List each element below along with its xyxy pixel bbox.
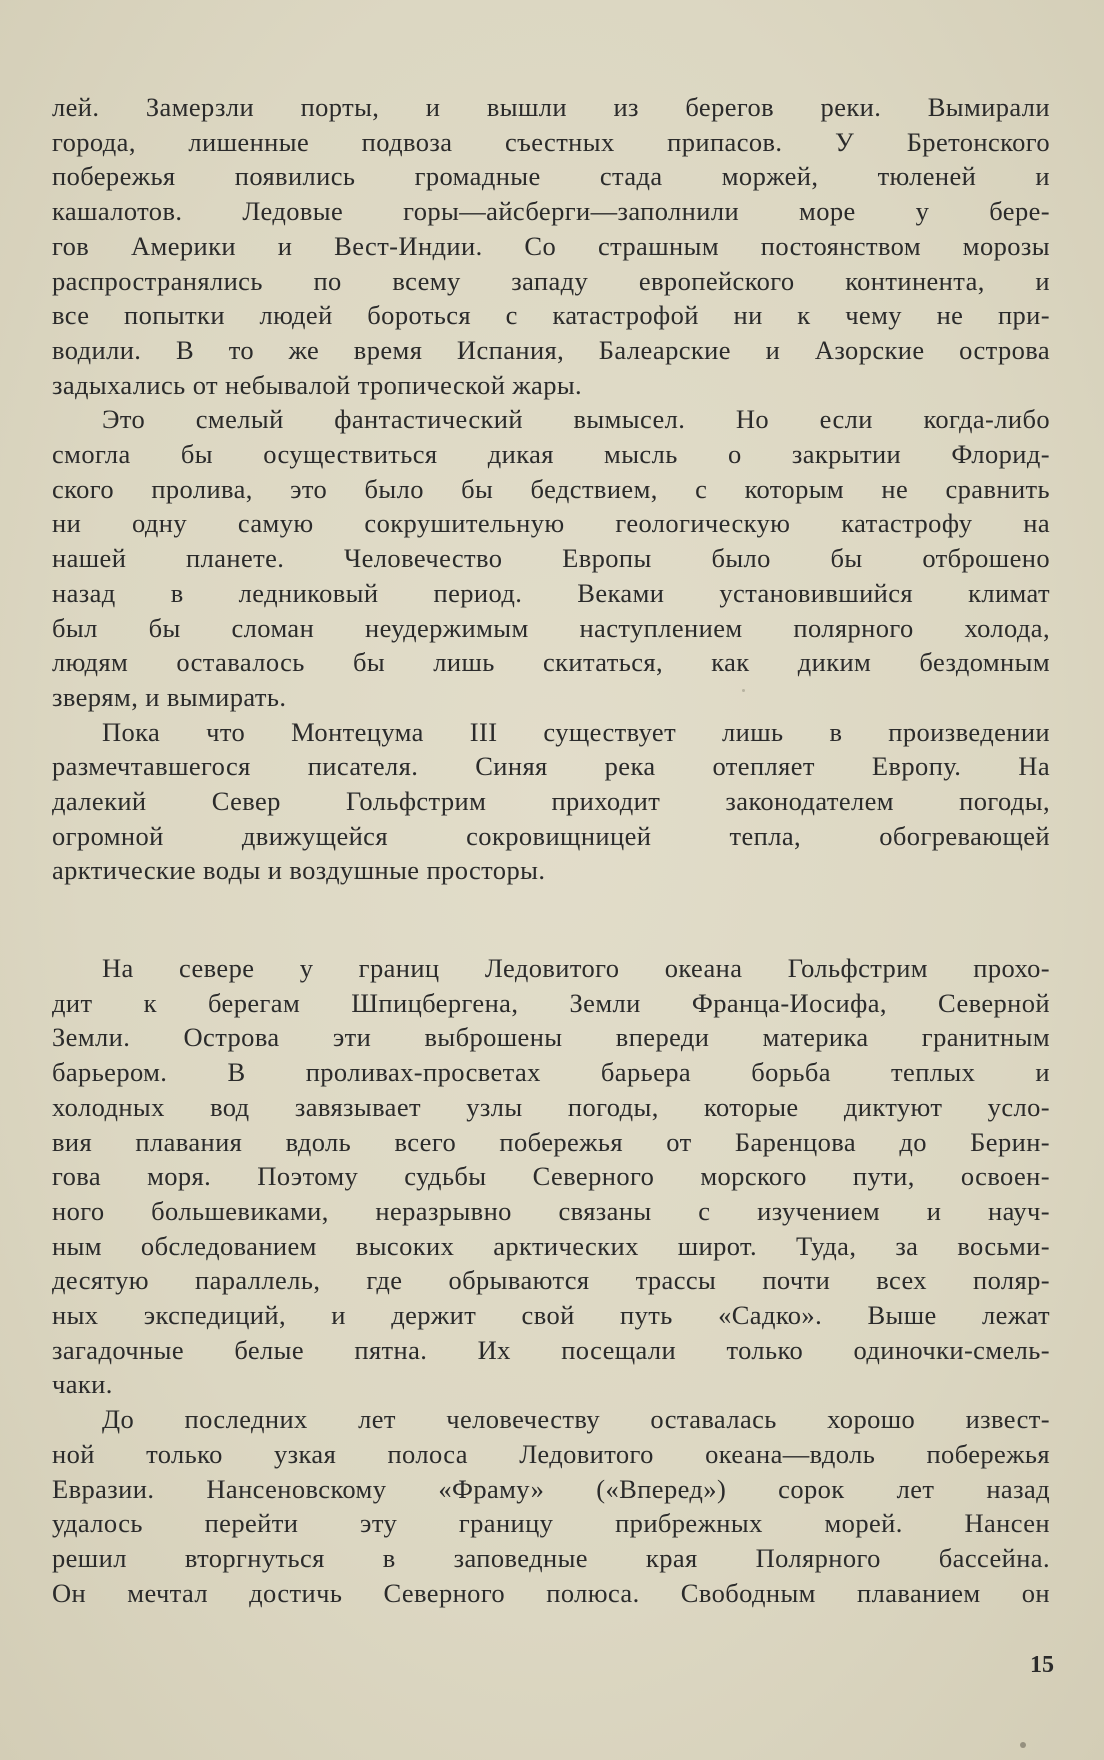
text-line: решил вторгнуться в заповедные края Полярного бассейна.	[52, 1542, 1050, 1573]
text-line: На севере у границ Ледовитого океана Гольфстрим прохо-	[102, 953, 1050, 983]
text-line: Он мечтал достичь Северного полюса. Свободным плаванием он	[52, 1577, 1050, 1608]
text-line: все попытки людей бороться с катастрофой ни к чему не при-	[52, 300, 1050, 331]
text-line: вия плавания вдоль всего побережья от Баренцова до Берин-	[52, 1126, 1050, 1157]
page-number: 15	[1030, 1652, 1054, 1678]
text-line: зверям, и вымирать.	[52, 681, 287, 712]
text-line: был бы сломан неудержимым наступлением полярного холода,	[52, 612, 1050, 643]
text-line: дит к берегам Шпицбергена, Земли Франца-Иосифа, Северной	[52, 987, 1050, 1018]
text-section-2	[52, 951, 1050, 1610]
text-line: Земли. Острова эти выброшены впереди материка гранитным	[52, 1022, 1050, 1053]
text-line: огромной движущейся сокровищницей тепла, обогревающей	[52, 820, 1050, 851]
text-line: ского пролива, это было бы бедствием, с которым не сравнить	[52, 473, 1050, 504]
text-line: далекий Север Гольфстрим приходит законодателем погоды,	[52, 786, 1050, 817]
text-line: побережья появились громадные стада моржей, тюленей и	[52, 161, 1050, 192]
text-line: гова моря. Поэтому судьбы Северного морского пути, освоен-	[52, 1161, 1050, 1192]
text-section-1	[52, 90, 1050, 888]
text-line: До последних лет человечеству оставалась хорошо извест-	[102, 1404, 1050, 1435]
text-line: Это смелый фантастический вымысел. Но если когда-либо	[102, 404, 1050, 435]
text-line: распространялись по всему западу европейского континента, и	[52, 265, 1050, 296]
text-line: назад в ледниковый период. Веками установившийся климат	[52, 577, 1050, 608]
text-line: нашей планете. Человечество Европы было бы отброшено	[52, 543, 1050, 574]
text-line: чаки.	[52, 1369, 113, 1400]
paper-speck	[1020, 1742, 1026, 1748]
text-line: ной только узкая полоса Ледовитого океана—вдоль побережья	[52, 1438, 1050, 1469]
paper-speck	[742, 689, 745, 692]
text-line: удалось перейти эту границу прибрежных морей. Нансен	[52, 1508, 1050, 1539]
text-line: ни одну самую сокрушительную геологическую катастрофу на	[52, 508, 1050, 539]
text-line: города, лишенные подвоза съестных припасов. У Бретонского	[52, 126, 1050, 157]
text-line: холодных вод завязывает узлы погоды, которые диктуют усло-	[52, 1091, 1050, 1122]
text-line: лей. Замерзли порты, и вышли из берегов реки. Вымирали	[52, 92, 1050, 122]
text-line: гов Америки и Вест-Индии. Со страшным постоянством морозы	[52, 230, 1050, 261]
text-line: арктические воды и воздушные просторы.	[52, 855, 546, 886]
text-line: ным обследованием высоких арктических широт. Туда, за восьми-	[52, 1230, 1050, 1261]
text-line: Пока что Монтецума III существует лишь в произведении	[102, 716, 1050, 747]
text-line: смогла бы осуществиться дикая мысль о закрытии Флорид-	[52, 439, 1050, 470]
text-line: барьером. В проливах-просветах барьера борьба теплых и	[52, 1057, 1050, 1088]
text-line: кашалотов. Ледовые горы—айсберги—заполнили море у бере-	[52, 196, 1050, 227]
text-line: размечтавшегося писателя. Синяя река отепляет Европу. На	[52, 751, 1050, 782]
text-line: людям оставалось бы лишь скитаться, как диким бездомным	[52, 647, 1050, 678]
text-line: десятую параллель, где обрываются трассы почти всех поляр-	[52, 1265, 1050, 1296]
text-line: водили. В то же время Испания, Балеарские и Азорские острова	[52, 334, 1050, 365]
text-line: загадочные белые пятна. Их посещали только одиночки-смель-	[52, 1334, 1050, 1365]
text-line: ных экспедиций, и держит свой путь «Садко». Выше лежат	[52, 1300, 1050, 1331]
text-line: ного большевиками, неразрывно связаны с изучением и науч-	[52, 1195, 1050, 1226]
text-line: задыхались от небывалой тропической жары.	[52, 369, 583, 400]
text-line: Евразии. Нансеновскому «Фраму» («Вперед») сорок лет назад	[52, 1473, 1050, 1504]
